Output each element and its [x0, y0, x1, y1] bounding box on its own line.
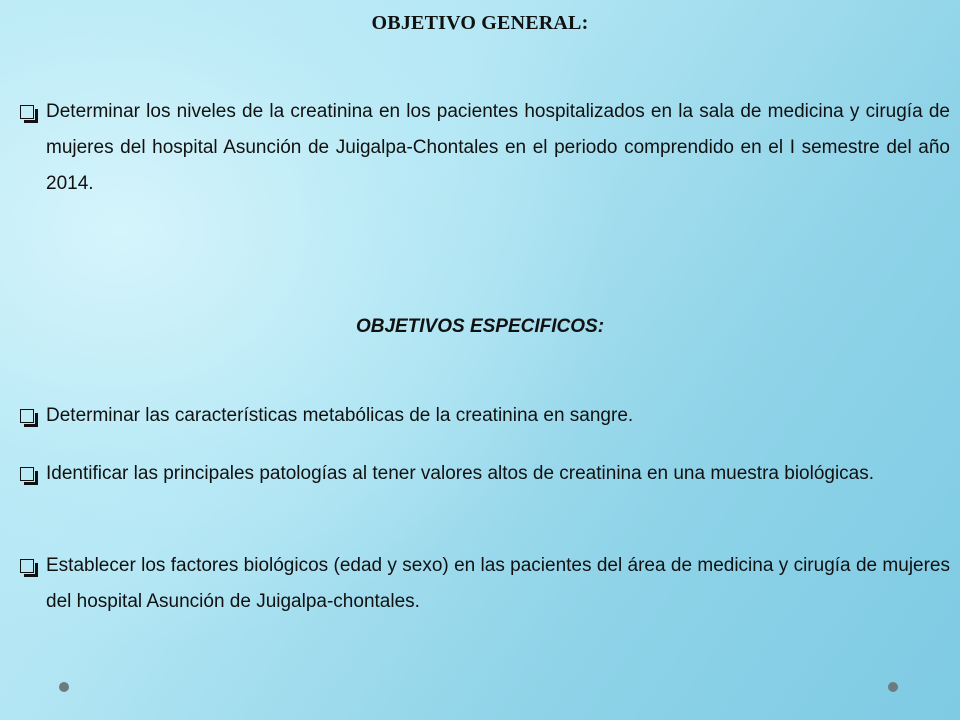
square-bullet-icon	[16, 94, 46, 130]
square-bullet-icon	[16, 548, 46, 584]
specific-objective-item	[16, 548, 950, 620]
specific-objective-item	[16, 456, 950, 492]
decorative-dot-left	[59, 682, 69, 692]
objetivo-general-heading: OBJETIVO GENERAL:	[371, 12, 589, 34]
square-bullet-icon	[16, 398, 46, 434]
specific-objective-text: Determinar las características metabólicas de la creatinina en sangre.	[46, 405, 634, 426]
specific-objective-text: Identificar las principales patologías al tener valores altos de creatinina en una muestra biológicas.	[46, 463, 875, 484]
general-objective-text: Determinar los niveles de la creatinina en los pacientes hospitalizados en la sala de medicina y cirugía de mujeres del hospital Asunción de Juigalpa-Chontales en el periodo comprendido en el I semestre del año 2014.	[46, 101, 950, 194]
specific-objective-item	[16, 398, 950, 434]
square-bullet-icon	[16, 456, 46, 492]
specific-objective-text: Establecer los factores biológicos (edad y sexo) en las pacientes del área de medicina y cirugía de mujeres del hospital Asunción de Juigalpa-chontales.	[46, 555, 950, 612]
objetivos-especificos-heading: OBJETIVOS ESPECIFICOS:	[355, 316, 605, 337]
general-objective-item	[16, 94, 950, 202]
decorative-dot-right	[888, 682, 898, 692]
